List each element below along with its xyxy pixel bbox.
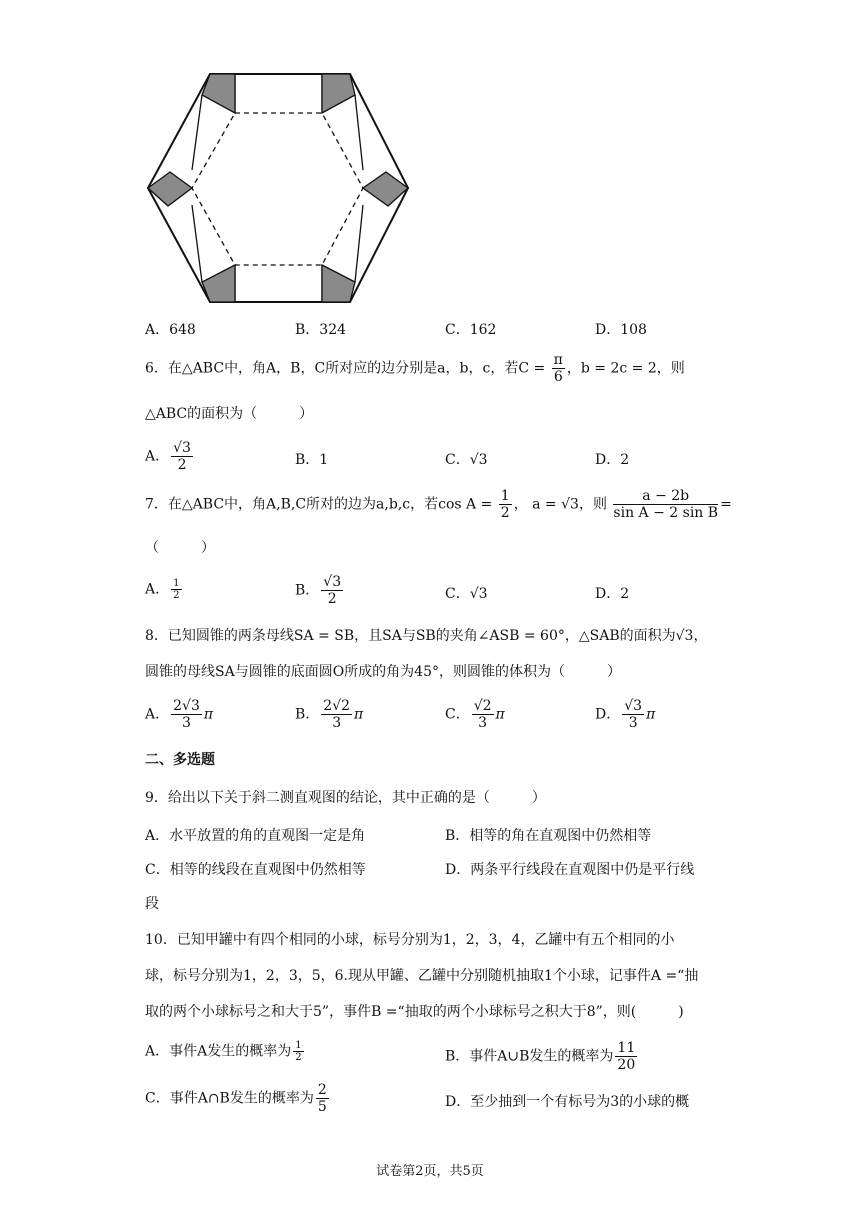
q10-option-a: A．事件A发生的概率为 $\frac{1}{2}$ bbox=[145, 1040, 302, 1063]
inner-dashed-hexagon bbox=[192, 113, 363, 265]
q9-option-d-continued: 段 bbox=[145, 896, 159, 912]
q7-option-b: B． $\frac{√3}{2}$ bbox=[295, 574, 342, 607]
q10-stem-line3: 取的两个小球标号之和大于5”，事件B =“抽取的两个小球标号之积大于8”，则( ) bbox=[145, 1004, 684, 1020]
q5-option-d: D．108 bbox=[595, 322, 647, 338]
q9-option-d: D．两条平行线段在直观图中仍是平行线 bbox=[445, 862, 695, 878]
q8-stem-line2: 圆锥的母线SA与圆锥的底面圆O所成的角为45°，则圆锥的体积为（ ） bbox=[145, 664, 621, 680]
q8-option-a: A． $\frac{2√3}{3}$ π bbox=[145, 698, 214, 731]
q9-stem: 9．给出以下关于斜二测直观图的结论，其中正确的是（ ） bbox=[145, 790, 546, 806]
q10-option-d: D．至少抽到一个有标号为3的小球的概 bbox=[445, 1094, 690, 1110]
shaded-triangle-top-right bbox=[322, 74, 355, 113]
q5-option-c: C．162 bbox=[445, 322, 497, 338]
q10-stem-line1: 10．已知甲罐中有四个相同的小球，标号分别为1，2，3，4，乙罐中有五个相同的小 bbox=[145, 932, 675, 948]
q5-option-a: A．648 bbox=[145, 322, 196, 338]
q9-option-a: A．水平放置的角的直观图一定是角 bbox=[145, 828, 366, 844]
q9-option-c: C．相等的线段在直观图中仍然相等 bbox=[145, 862, 366, 878]
q8-option-b: B． $\frac{2√2}{3}$ π bbox=[295, 698, 364, 731]
q6-option-a: A． $\frac{√3}{2}$ bbox=[145, 440, 191, 473]
q7-option-d: D．2 bbox=[595, 586, 630, 602]
section-heading: 二、多选题 bbox=[145, 752, 215, 768]
q10-option-c: C．事件A∩B发生的概率为 $\frac{2}{5}$ bbox=[145, 1082, 327, 1115]
q9-option-b: B．相等的角在直观图中仍然相等 bbox=[445, 828, 652, 844]
q5-option-b: B．324 bbox=[295, 322, 347, 338]
q8-stem-line1: 8．已知圆锥的两条母线SA = SB，且SA与SB的夹角∠ASB = 60°，△SAB的面积为√3， bbox=[145, 628, 708, 644]
q6-stem: 6．在△ABC中，角A，B，C所对应的边分别是a，b，c，若C = $\frac{\pi}{6}$ ，b = 2c = 2，则 bbox=[145, 352, 685, 385]
q6-option-c: C．√3 bbox=[445, 452, 488, 468]
q7-stem: 7．在△ABC中，角A,B,C所对的边为a,b,c，若cos A = $\frac{1}{2}$ ， a = √3，则 $\frac{a - 2b}{\text{sin A − 2 sin B}}$ = bbox=[145, 488, 732, 521]
q10-stem-line2: 球，标号分别为1，2，3，5，6.现从甲罐、乙罐中分别随机抽取1个小球，记事件A =“抽 bbox=[145, 968, 699, 984]
q8-option-d: D． $\frac{√3}{3}$ π bbox=[595, 698, 656, 731]
shaded-triangle-bottom-right bbox=[322, 265, 355, 302]
q6-option-b: B．1 bbox=[295, 452, 329, 468]
q8-option-c: C． $\frac{√2}{3}$ π bbox=[445, 698, 505, 731]
q10-option-b: B．事件A∪B发生的概率为 $\frac{11}{20}$ bbox=[445, 1040, 636, 1073]
q7-option-a: A． $\frac{1}{2}$ bbox=[145, 578, 180, 601]
hexagon-net-figure bbox=[140, 68, 420, 308]
q6-stem-line2: △ABC的面积为（ ） bbox=[145, 406, 314, 422]
q6-option-d: D．2 bbox=[595, 452, 630, 468]
page-footer: 试卷第2页，共5页 bbox=[376, 1164, 484, 1179]
q7-stem-line2: （ ） bbox=[145, 540, 215, 556]
q7-option-c: C．√3 bbox=[445, 586, 488, 602]
